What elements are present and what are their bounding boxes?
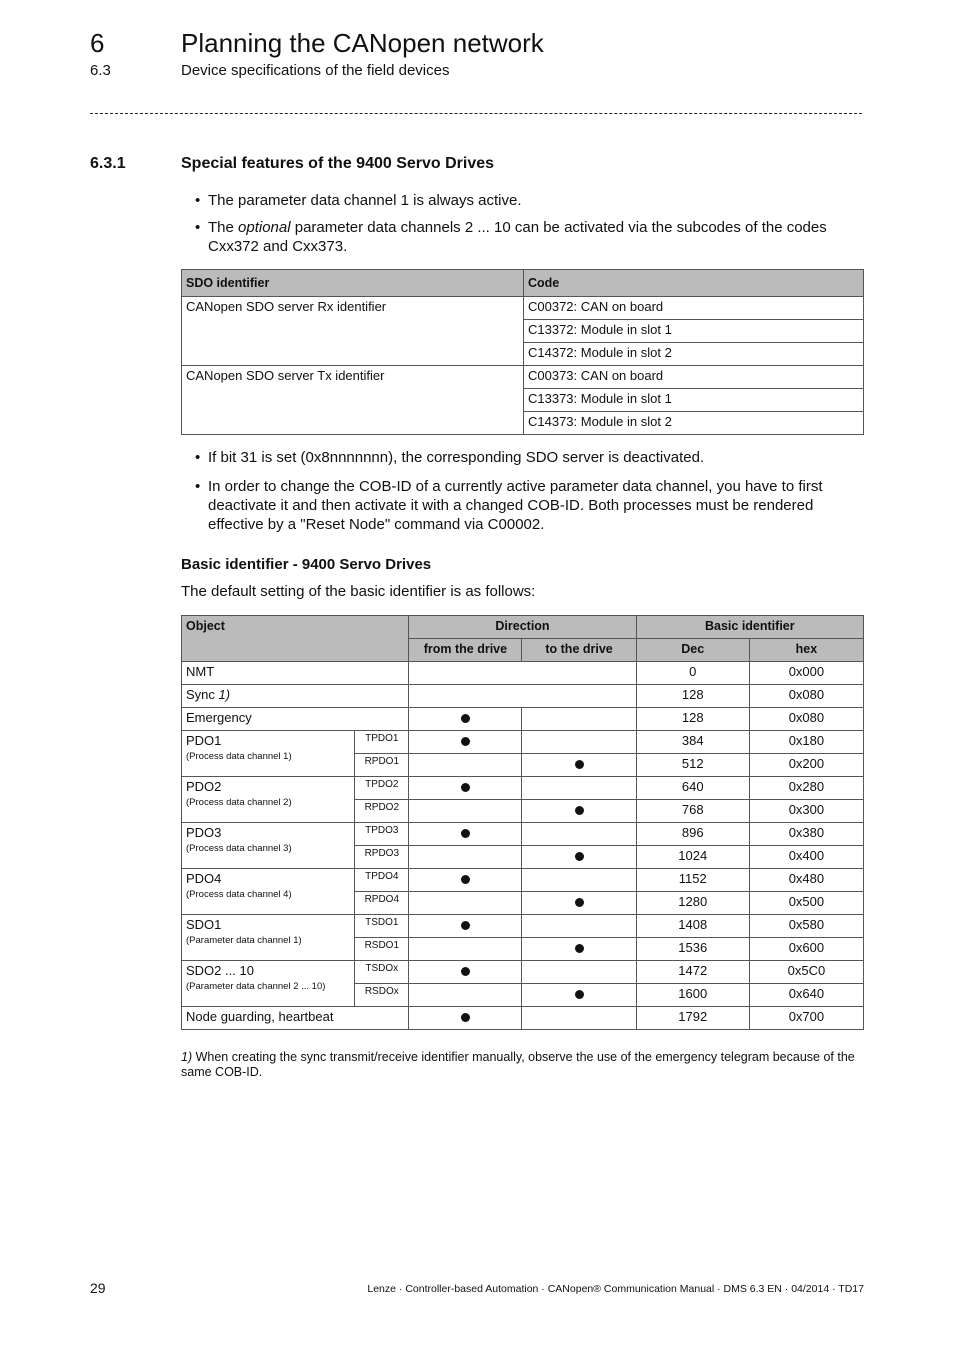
table-cell: 1792 [636, 1007, 749, 1030]
table-cell: C13372: Module in slot 1 [524, 320, 864, 343]
table-cell: PDO3 (Process data channel 3) [182, 823, 355, 869]
table-cell: 0x600 [749, 938, 863, 961]
table-cell: 0x280 [749, 777, 863, 800]
table-cell: NMT [182, 662, 409, 685]
table-cell: 1024 [636, 846, 749, 869]
basic-identifier-intro: The default setting of the basic identifier is as follows: [181, 583, 536, 600]
table-cell [522, 777, 636, 800]
bullet-item: • If bit 31 is set (0x8nnnnnnn), the corresponding SDO server is deactivated. [195, 448, 860, 467]
header-divider [90, 113, 862, 114]
bullet-list-mid [195, 448, 860, 542]
table-cell: 128 [636, 685, 749, 708]
table-cell: TPDO2 [355, 777, 409, 800]
table-cell: 640 [636, 777, 749, 800]
bullet-dot-icon [575, 806, 584, 815]
bullet-dot-icon [575, 990, 584, 999]
bullet-dot-icon [575, 898, 584, 907]
footnote: 1) When creating the sync transmit/receive identifier manually, observe the use of the emergency telegram because of the same COB-ID. [181, 1050, 855, 1079]
table-cell [409, 1007, 522, 1030]
table-header: from the drive [409, 639, 522, 662]
table-header: Direction [409, 616, 636, 639]
section-number: 6.3 [90, 62, 111, 79]
table-cell: 0x000 [749, 662, 863, 685]
subsection-title: Special features of the 9400 Servo Drives [181, 155, 495, 172]
table-cell: RPDO3 [355, 846, 409, 869]
bullet-item: • The optional parameter data channels 2 ... 10 can be activated via the subcodes of the codes Cxx372 and Cxx373. [195, 218, 860, 256]
table-row [182, 685, 864, 708]
table-cell [522, 915, 636, 938]
table-cell: CANopen SDO server Rx identifier [182, 297, 524, 366]
table-cell [409, 731, 522, 754]
table-cell: 0x200 [749, 754, 863, 777]
table-cell: 128 [636, 708, 749, 731]
table-cell: RPDO1 [355, 754, 409, 777]
table-cell: RPDO2 [355, 800, 409, 823]
bullet-dot-icon [575, 760, 584, 769]
table-cell: 1536 [636, 938, 749, 961]
table-cell: 0x080 [749, 685, 863, 708]
table-cell [522, 961, 636, 984]
bullet-dot-icon [461, 875, 470, 884]
table-cell [409, 915, 522, 938]
table-header: SDO identifier [182, 270, 524, 297]
table-row [182, 1007, 864, 1030]
chapter-title: Planning the CANopen network [181, 28, 544, 58]
bullet-list-top [195, 191, 860, 264]
table-cell: PDO1 (Process data channel 1) [182, 731, 355, 777]
table-cell [522, 800, 636, 823]
table-cell: 0x5C0 [749, 961, 863, 984]
bullet-dot-icon [461, 737, 470, 746]
table-header: hex [749, 639, 863, 662]
table-cell [522, 731, 636, 754]
bullet-dot-icon [461, 783, 470, 792]
table-cell [409, 777, 522, 800]
bullet-dot-icon [575, 852, 584, 861]
bullet-dot-icon [461, 967, 470, 976]
table-cell [409, 754, 522, 777]
table-cell [409, 800, 522, 823]
table-cell: 0 [636, 662, 749, 685]
table-cell: TPDO1 [355, 731, 409, 754]
table-cell: 768 [636, 800, 749, 823]
table-cell: RSDO1 [355, 938, 409, 961]
table-cell [409, 823, 522, 846]
table-row [182, 823, 864, 846]
table-cell: 0x580 [749, 915, 863, 938]
table-cell: 0x380 [749, 823, 863, 846]
basic-identifier-table [181, 615, 864, 1030]
basic-identifier-heading: Basic identifier - 9400 Servo Drives [181, 556, 432, 573]
table-cell [409, 662, 636, 685]
table-cell [409, 846, 522, 869]
table-cell: SDO2 ... 10 (Parameter data channel 2 ... 10) [182, 961, 355, 1007]
table-cell: TSDOx [355, 961, 409, 984]
table-cell: C13373: Module in slot 1 [524, 389, 864, 412]
table-cell [409, 961, 522, 984]
table-header: to the drive [522, 639, 636, 662]
table-cell: TPDO3 [355, 823, 409, 846]
table-cell: 1600 [636, 984, 749, 1007]
table-cell: 896 [636, 823, 749, 846]
table-cell: C14373: Module in slot 2 [524, 412, 864, 435]
table-cell: PDO4 (Process data channel 4) [182, 869, 355, 915]
table-cell: 0x640 [749, 984, 863, 1007]
table-cell: 1408 [636, 915, 749, 938]
table-cell [522, 823, 636, 846]
table-cell: 0x480 [749, 869, 863, 892]
table-cell [409, 869, 522, 892]
table-cell: C14372: Module in slot 2 [524, 343, 864, 366]
bullet-item: • In order to change the COB-ID of a currently active parameter data channel, you have to first deactivate it and then activate it with a changed COB-ID. Both processes must be rendered effective by a "Reset Node" command via C00002. [195, 477, 860, 534]
table-row [182, 869, 864, 892]
table-cell: SDO1 (Parameter data channel 1) [182, 915, 355, 961]
bullet-dot-icon [575, 944, 584, 953]
table-cell: C00373: CAN on board [524, 366, 864, 389]
table-cell [522, 846, 636, 869]
table-cell [522, 892, 636, 915]
table-cell: 0x700 [749, 1007, 863, 1030]
table-cell: RSDOx [355, 984, 409, 1007]
footer-text: Lenze · Controller-based Automation · CANopen® Communication Manual · DMS 6.3 EN · 04/2014 · TD17 [367, 1283, 864, 1295]
table-row [182, 708, 864, 731]
table-row [182, 731, 864, 754]
table-cell [522, 984, 636, 1007]
table-cell: 0x500 [749, 892, 863, 915]
table-cell: 512 [636, 754, 749, 777]
table-cell: 1472 [636, 961, 749, 984]
table-cell: Node guarding, heartbeat [182, 1007, 409, 1030]
section-title: Device specifications of the field devices [181, 62, 450, 79]
table-cell [409, 685, 636, 708]
table-cell: 0x300 [749, 800, 863, 823]
table-cell: 0x080 [749, 708, 863, 731]
table-cell [409, 708, 522, 731]
table-row [182, 915, 864, 938]
table-cell [522, 754, 636, 777]
table-row [182, 961, 864, 984]
table-header: Object [182, 616, 409, 662]
table-cell [522, 869, 636, 892]
bullet-dot-icon [461, 1013, 470, 1022]
bullet-item: • The parameter data channel 1 is always active. [195, 191, 860, 210]
table-cell: TSDO1 [355, 915, 409, 938]
table-cell [409, 892, 522, 915]
table-row [182, 662, 864, 685]
table-cell: Sync 1) [182, 685, 409, 708]
table-cell [522, 938, 636, 961]
table-cell: RPDO4 [355, 892, 409, 915]
table-cell: PDO2 (Process data channel 2) [182, 777, 355, 823]
table-header: Dec [636, 639, 749, 662]
table-cell [522, 1007, 636, 1030]
chapter-number: 6 [90, 28, 105, 58]
table-cell: 0x180 [749, 731, 863, 754]
table-cell: 0x400 [749, 846, 863, 869]
table-cell: TPDO4 [355, 869, 409, 892]
table-cell: Emergency [182, 708, 409, 731]
bullet-dot-icon [461, 714, 470, 723]
table-cell [409, 938, 522, 961]
bullet-dot-icon [461, 921, 470, 930]
sdo-identifier-table [181, 269, 864, 435]
table-row [182, 777, 864, 800]
table-cell: 1280 [636, 892, 749, 915]
table-cell: CANopen SDO server Tx identifier [182, 366, 524, 435]
table-header: Code [524, 270, 864, 297]
subsection-number: 6.3.1 [90, 155, 126, 172]
table-cell [409, 984, 522, 1007]
table-cell: C00372: CAN on board [524, 297, 864, 320]
table-cell: 384 [636, 731, 749, 754]
table-cell [522, 708, 636, 731]
page-number: 29 [90, 1280, 106, 1296]
table-header: Basic identifier [636, 616, 863, 639]
bullet-dot-icon [461, 829, 470, 838]
table-cell: 1152 [636, 869, 749, 892]
